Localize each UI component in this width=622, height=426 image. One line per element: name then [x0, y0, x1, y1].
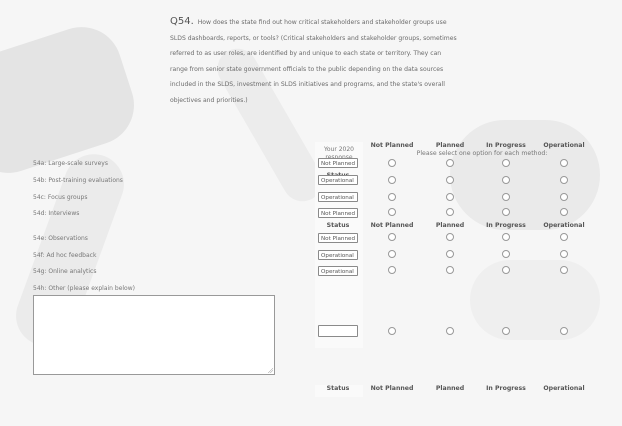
radio-54c-operational[interactable] — [560, 193, 568, 201]
radio-54b-planned[interactable] — [446, 176, 454, 184]
status-field-54g[interactable]: Operational — [318, 266, 358, 276]
radio-54a-planned[interactable] — [446, 159, 454, 167]
row-label-54g: 54g: Online analytics — [33, 268, 97, 275]
instruction-text: Please select one option for each method: — [416, 150, 548, 157]
radio-54e-in-progress[interactable] — [502, 233, 510, 241]
radio-54h-operational[interactable] — [560, 327, 568, 335]
radio-54c-planned[interactable] — [446, 193, 454, 201]
header-status-footer: Status — [326, 385, 350, 392]
radio-54g-operational[interactable] — [560, 266, 568, 274]
status-field-54a[interactable]: Not Planned — [318, 158, 358, 168]
header-planned: Planned — [435, 142, 465, 149]
header-not-planned-2: Not Planned — [370, 222, 414, 229]
header-status-2: Status — [326, 222, 350, 229]
radio-54c-not-planned[interactable] — [388, 193, 396, 201]
header-not-planned-footer: Not Planned — [370, 385, 414, 392]
other-explain-textarea[interactable] — [33, 295, 275, 375]
radio-54d-planned[interactable] — [446, 208, 454, 216]
radio-54d-not-planned[interactable] — [388, 208, 396, 216]
radio-54a-in-progress[interactable] — [502, 159, 510, 167]
status-field-54d[interactable]: Not Planned — [318, 208, 358, 218]
radio-54g-planned[interactable] — [446, 266, 454, 274]
radio-54f-operational[interactable] — [560, 250, 568, 258]
status-field-54f[interactable]: Operational — [318, 250, 358, 260]
row-label-54c: 54c: Focus groups — [33, 194, 88, 201]
question-text — [170, 14, 460, 109]
radio-54a-not-planned[interactable] — [388, 159, 396, 167]
radio-54e-operational[interactable] — [560, 233, 568, 241]
radio-54f-not-planned[interactable] — [388, 250, 396, 258]
radio-54g-in-progress[interactable] — [502, 266, 510, 274]
radio-54h-not-planned[interactable] — [388, 327, 396, 335]
radio-54d-in-progress[interactable] — [502, 208, 510, 216]
row-label-54f: 54f: Ad hoc feedback — [33, 252, 97, 259]
question-body: How does the state find out how critical stakeholders and stakeholder groups use SLDS dashboards, reports, or tools? (Critical stakeholders and stakeholder groups, sometimes referred to as user roles, are identified by and unique to each state or territory. They can range from senior state government officials to the public depending on the data sources included in the SLDS, investment in SLDS initiatives and programs, and the state's overall objectives and priorities.) — [170, 19, 457, 104]
row-label-54b: 54b: Post-training evaluations — [33, 177, 123, 184]
row-label-54h: 54h: Other (please explain below) — [33, 285, 135, 292]
status-field-54c[interactable]: Operational — [318, 192, 358, 202]
response-year-header: Your 2020 — [324, 146, 354, 153]
status-field-54b[interactable]: Operational — [318, 175, 358, 185]
radio-54g-not-planned[interactable] — [388, 266, 396, 274]
header-in-progress: In Progress — [486, 142, 526, 149]
status-field-54e[interactable]: Not Planned — [318, 233, 358, 243]
radio-54a-operational[interactable] — [560, 159, 568, 167]
status-field-54h[interactable] — [318, 325, 358, 337]
radio-54b-operational[interactable] — [560, 176, 568, 184]
row-label-54a: 54a: Large-scale surveys — [33, 160, 108, 167]
header-planned-2: Planned — [435, 222, 465, 229]
row-label-54d: 54d: Interviews — [33, 210, 80, 217]
radio-54b-not-planned[interactable] — [388, 176, 396, 184]
header-operational-2: Operational — [543, 222, 585, 229]
header-planned-footer: Planned — [435, 385, 465, 392]
radio-54e-not-planned[interactable] — [388, 233, 396, 241]
resize-grip-icon[interactable] — [268, 368, 273, 373]
header-operational-footer: Operational — [543, 385, 585, 392]
radio-54h-planned[interactable] — [446, 327, 454, 335]
radio-54f-in-progress[interactable] — [502, 250, 510, 258]
radio-54b-in-progress[interactable] — [502, 176, 510, 184]
radio-54f-planned[interactable] — [446, 250, 454, 258]
question-number: Q54. — [170, 16, 194, 27]
header-not-planned: Not Planned — [370, 142, 414, 149]
header-in-progress-footer: In Progress — [486, 385, 526, 392]
row-label-54e: 54e: Observations — [33, 235, 88, 242]
header-in-progress-2: In Progress — [486, 222, 526, 229]
radio-54e-planned[interactable] — [446, 233, 454, 241]
radio-54c-in-progress[interactable] — [502, 193, 510, 201]
header-operational: Operational — [543, 142, 585, 149]
radio-54d-operational[interactable] — [560, 208, 568, 216]
radio-54h-in-progress[interactable] — [502, 327, 510, 335]
